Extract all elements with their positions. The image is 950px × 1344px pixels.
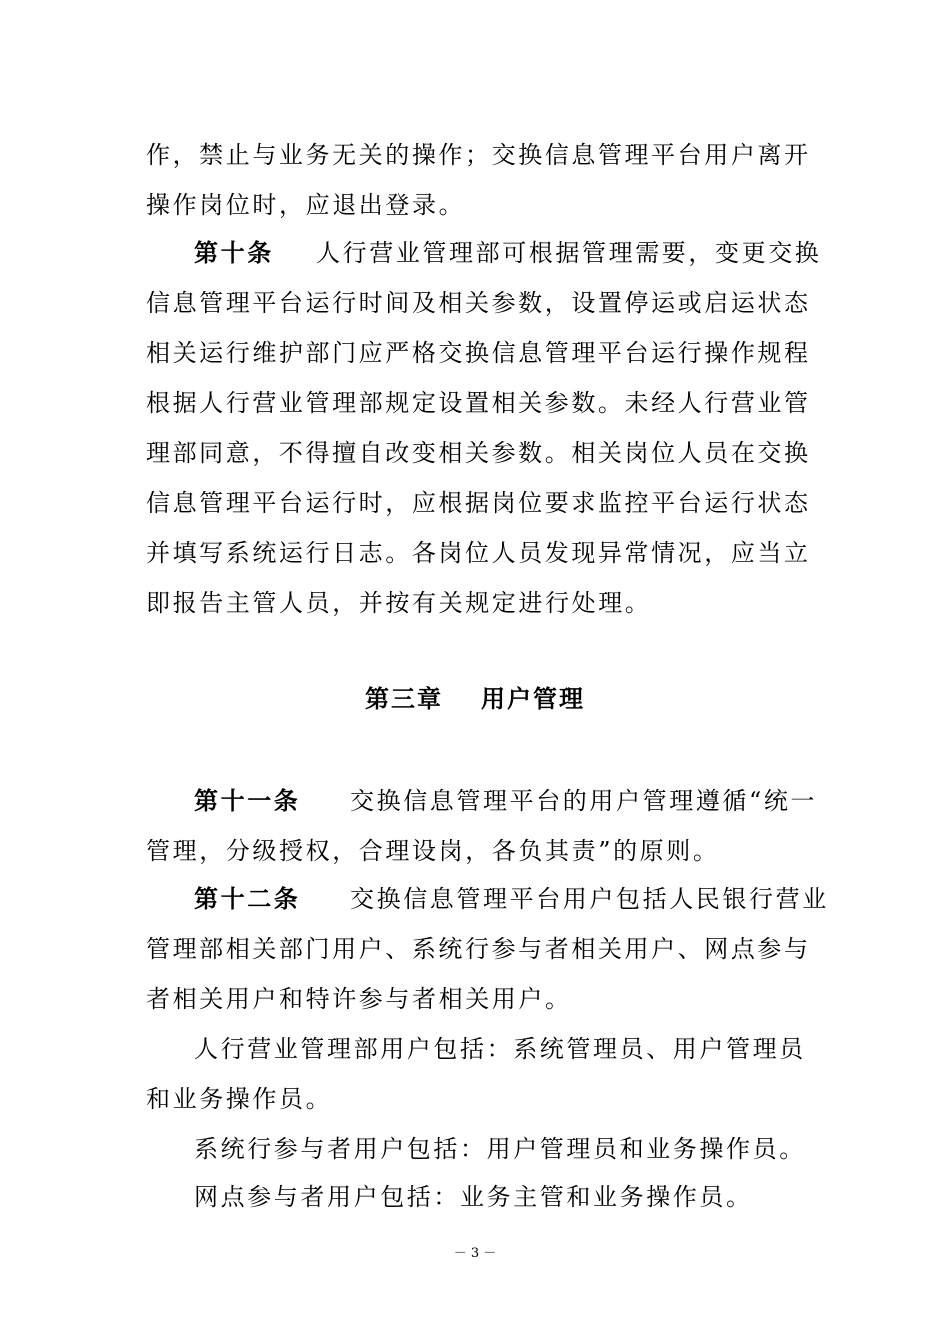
body-text-line: 管理部相关部门用户、系统行参与者相关用户、网点参与 [146,935,808,963]
article-12-label: 第十二条 [194,884,301,913]
article-11-text: 交换信息管理平台的用户管理遵循“统一 [350,787,818,815]
article-12-first-line [194,884,829,914]
body-text-line: 系统行参与者用户包括：用户管理员和业务操作员。 [194,1135,806,1163]
body-text-line: 和业务操作员。 [146,1085,333,1113]
body-text-line: 信息管理平台运行时间及相关参数，设置停运或启运状态 [146,289,808,317]
article-10-first-line [194,238,822,268]
body-text-line: 理部同意，不得擅自改变相关参数。相关岗位人员在交换 [146,439,808,467]
body-text-line: 并填写系统运行日志。各岗位人员发现异常情况，应当立 [146,539,808,567]
body-text-line: 相关运行维护部门应严格交换信息管理平台运行操作规程 [146,339,808,367]
article-12-text: 交换信息管理平台用户包括人民银行营业 [350,885,829,913]
page-number: － 3 － [453,1246,497,1261]
article-11-first-line [194,786,818,816]
chapter-number: 第三章 [365,684,443,713]
body-text-line: 网点参与者用户包括：业务主管和业务操作员。 [194,1183,753,1211]
article-10-label: 第十条 [194,238,274,267]
body-text-line: 根据人行营业管理部规定设置相关参数。未经人行营业管 [146,389,808,417]
article-10-text: 人行营业管理部可根据管理需要，变更交换 [316,239,822,267]
chapter-heading [0,684,950,714]
body-text-line: 信息管理平台运行时，应根据岗位要求监控平台运行状态 [146,489,808,517]
chapter-title: 用户管理 [481,684,585,713]
article-11-label: 第十一条 [194,786,301,815]
body-text-line: 即报告主管人员，并按有关规定进行处理。 [146,589,652,617]
body-text-line: 操作岗位时，应退出登录。 [146,191,466,219]
body-text-line: 管理，分级授权，合理设岗，各负其责”的原则。 [146,837,720,865]
body-text-line: 作，禁止与业务无关的操作；交换信息管理平台用户离开 [146,141,808,169]
body-text-line: 人行营业管理部用户包括：系统管理员、用户管理员 [194,1035,806,1063]
body-text-line: 者相关用户和特许参与者相关用户。 [146,985,572,1013]
